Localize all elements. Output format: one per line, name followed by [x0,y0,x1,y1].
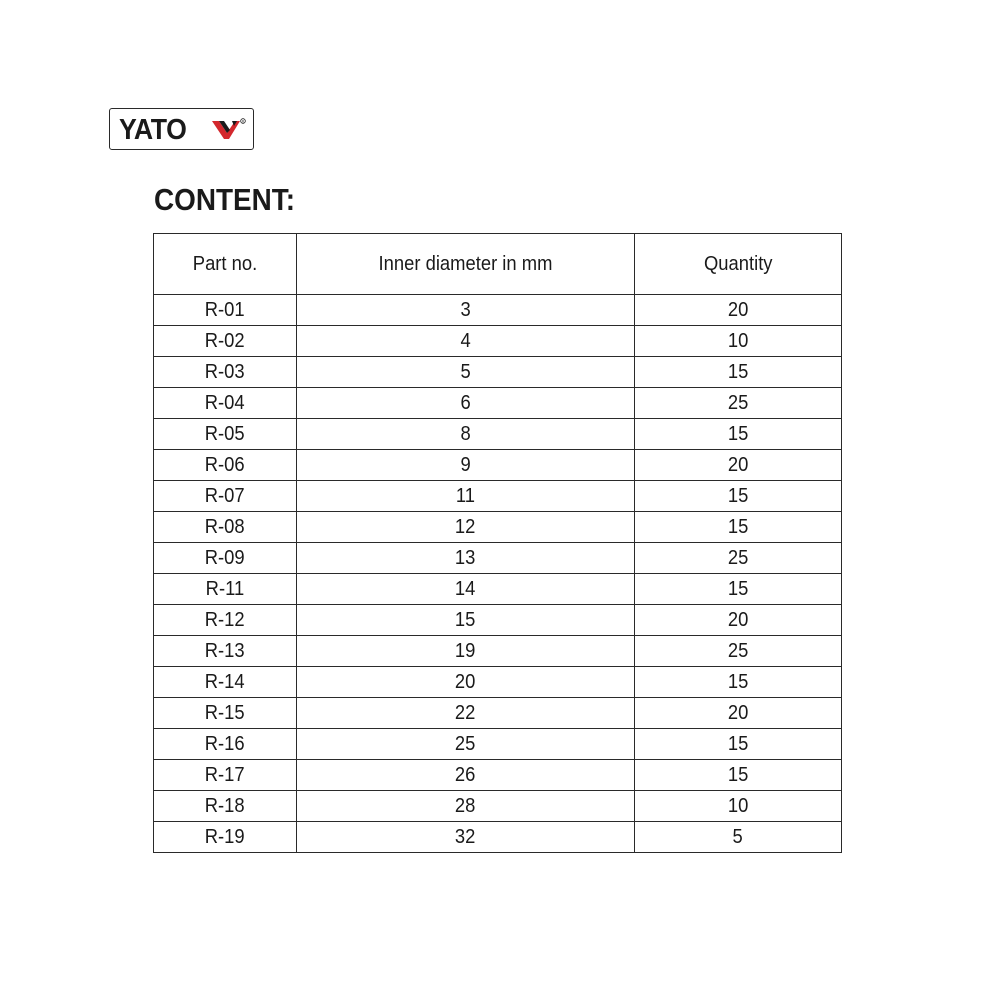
table-row [154,822,842,853]
cell-inner-diameter: 28 [297,791,635,822]
cell-part-no: R-08 [154,512,297,543]
table-row [154,574,842,605]
cell-part-no: R-05 [154,419,297,450]
cell-part-no: R-11 [154,574,297,605]
table-row [154,760,842,791]
cell-quantity: 15 [635,574,842,605]
cell-quantity: 15 [635,729,842,760]
table-row [154,295,842,326]
cell-quantity: 5 [635,822,842,853]
cell-part-no: R-16 [154,729,297,760]
cell-inner-diameter: 15 [297,605,635,636]
cell-inner-diameter: 3 [297,295,635,326]
cell-inner-diameter: 12 [297,512,635,543]
table-header-row [154,234,842,295]
header-quantity: Quantity [635,234,842,295]
cell-part-no: R-13 [154,636,297,667]
cell-part-no: R-09 [154,543,297,574]
cell-quantity: 20 [635,450,842,481]
table-row [154,450,842,481]
cell-inner-diameter: 5 [297,357,635,388]
cell-part-no: R-19 [154,822,297,853]
cell-inner-diameter: 8 [297,419,635,450]
cell-quantity: 25 [635,636,842,667]
parts-table [153,233,842,853]
cell-quantity: 10 [635,791,842,822]
cell-quantity: 15 [635,481,842,512]
cell-inner-diameter: 32 [297,822,635,853]
cell-inner-diameter: 25 [297,729,635,760]
cell-part-no: R-14 [154,667,297,698]
cell-quantity: 20 [635,295,842,326]
cell-inner-diameter: 4 [297,326,635,357]
cell-part-no: R-01 [154,295,297,326]
cell-quantity: 15 [635,357,842,388]
logo-brand-text: YATO [119,114,187,146]
cell-inner-diameter: 6 [297,388,635,419]
yato-chevron-mark-icon [210,117,246,143]
cell-inner-diameter: 26 [297,760,635,791]
cell-quantity: 15 [635,667,842,698]
cell-quantity: 15 [635,512,842,543]
cell-quantity: 15 [635,760,842,791]
table-row [154,698,842,729]
table-row [154,543,842,574]
table-row [154,667,842,698]
header-part-no: Part no. [154,234,297,295]
cell-quantity: 20 [635,605,842,636]
page-title: CONTENT: [154,182,296,217]
table-row [154,512,842,543]
table-row [154,326,842,357]
cell-quantity: 25 [635,543,842,574]
cell-part-no: R-03 [154,357,297,388]
cell-quantity: 15 [635,419,842,450]
table-row [154,605,842,636]
table-row [154,729,842,760]
table-row [154,791,842,822]
cell-inner-diameter: 22 [297,698,635,729]
header-inner-diameter: Inner diameter in mm [297,234,635,295]
cell-inner-diameter: 13 [297,543,635,574]
table-row [154,481,842,512]
cell-inner-diameter: 9 [297,450,635,481]
cell-part-no: R-07 [154,481,297,512]
cell-part-no: R-02 [154,326,297,357]
svg-text:R: R [241,119,245,124]
cell-part-no: R-15 [154,698,297,729]
cell-quantity: 25 [635,388,842,419]
table-row [154,419,842,450]
cell-part-no: R-17 [154,760,297,791]
cell-inner-diameter: 20 [297,667,635,698]
cell-part-no: R-06 [154,450,297,481]
table-body [154,295,842,853]
table-row [154,357,842,388]
table-row [154,636,842,667]
cell-inner-diameter: 19 [297,636,635,667]
cell-part-no: R-12 [154,605,297,636]
yato-logo [109,108,254,150]
cell-quantity: 20 [635,698,842,729]
cell-inner-diameter: 14 [297,574,635,605]
cell-part-no: R-04 [154,388,297,419]
cell-part-no: R-18 [154,791,297,822]
table-row [154,388,842,419]
cell-inner-diameter: 11 [297,481,635,512]
cell-quantity: 10 [635,326,842,357]
